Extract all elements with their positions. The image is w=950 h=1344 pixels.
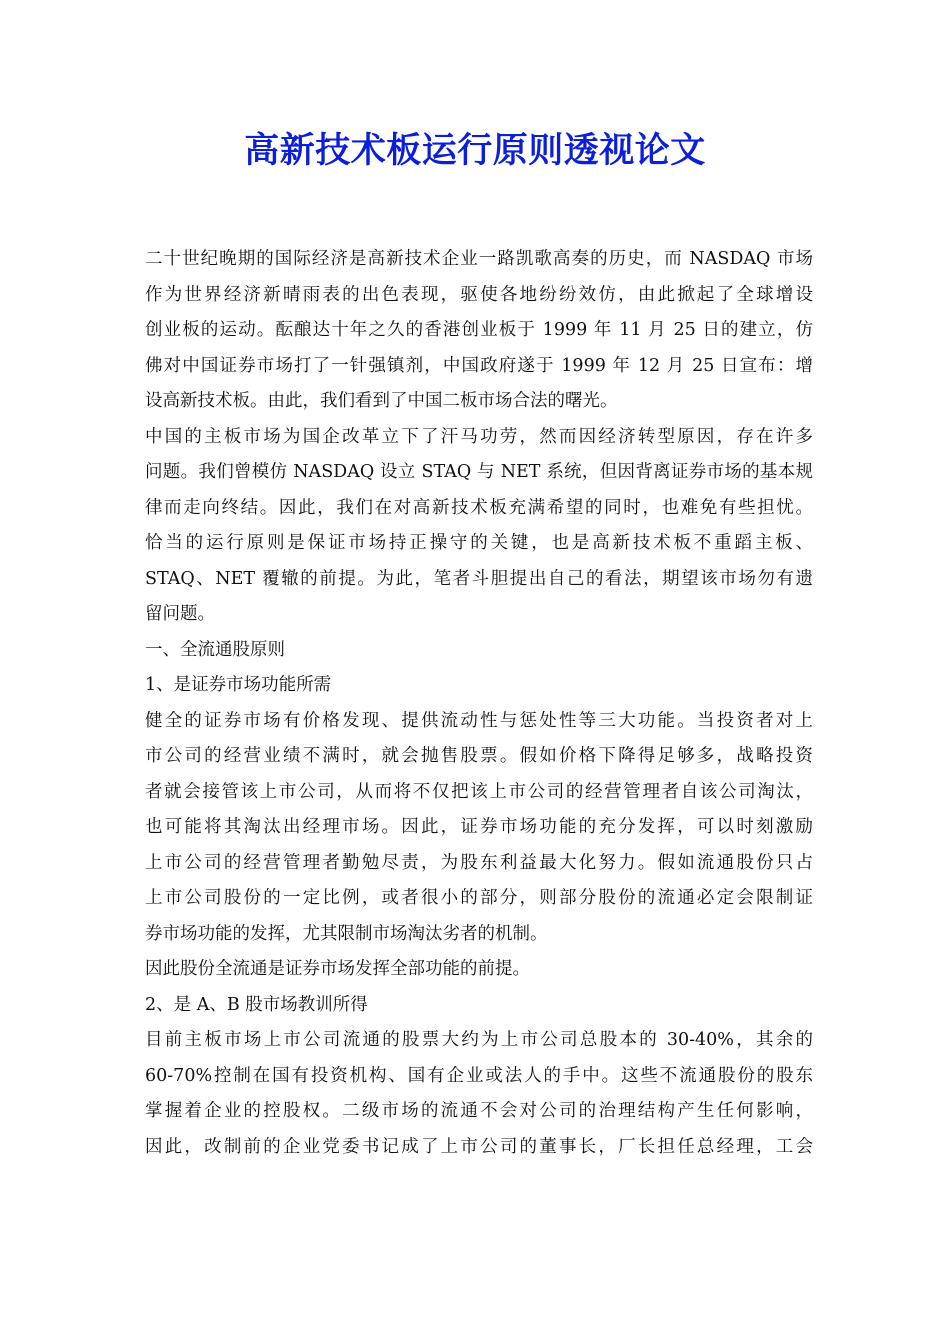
subsection-heading: 1、是证券市场功能所需 bbox=[145, 675, 332, 695]
paragraph-line: 上市公司的经营管理者勤勉尽责，为股东利益最大化努力。假如流通股份只占 bbox=[145, 852, 813, 873]
paragraph-line: 也可能将其淘汰出经理市场。因此，证券市场功能的充分发挥，可以时刻激励 bbox=[145, 817, 813, 837]
paragraph-line: 留问题。 bbox=[145, 604, 215, 624]
paragraph-line: 恰当的运行原则是保证市场持正操守的关键，也是高新技术板不重蹈主板、 bbox=[145, 533, 813, 553]
section-heading: 一、全流通股原则 bbox=[145, 639, 285, 660]
document-body bbox=[145, 242, 813, 1165]
paragraph-line: 目前主板市场上市公司流通的股票大约为上市公司总股本的 30-40%，其余的 bbox=[145, 1030, 813, 1050]
paragraph-line: 市公司的经营业绩不满时，就会抛售股票。假如价格下降得足够多，战略投资 bbox=[145, 746, 813, 766]
paragraph-line: 中国的主板市场为国企改革立下了汗马功劳，然而因经济转型原因，存在许多 bbox=[145, 426, 813, 447]
document-title: 高新技术板运行原则透视论文 bbox=[244, 131, 706, 171]
paragraph-line: 健全的证券市场有价格发现、提供流动性与惩处性等三大功能。当投资者对上 bbox=[145, 710, 813, 731]
paragraph-line: 设高新技术板。由此，我们看到了中国二板市场合法的曙光。 bbox=[145, 391, 618, 411]
paragraph-line: 创业板的运动。酝酿达十年之久的香港创业板于 1999 年 11 月 25 日的建立，仿 bbox=[145, 320, 813, 340]
paragraph-line: 因此，改制前的企业党委书记成了上市公司的董事长，厂长担任总经理，工会 bbox=[145, 1136, 813, 1157]
paragraph-line: 佛对中国证券市场打了一针强镇剂，中国政府遂于 1999 年 12 月 25 日宣布：增 bbox=[145, 355, 813, 376]
subsection-heading: 2、是 A、B 股市场教训所得 bbox=[145, 994, 368, 1015]
paragraph-line: STAQ、NET 覆辙的前提。为此，笔者斗胆提出自己的看法，期望该市场勿有遗 bbox=[145, 568, 813, 589]
paragraph-line: 因此股份全流通是证券市场发挥全部功能的前提。 bbox=[145, 959, 530, 979]
paragraph-line: 二十世纪晚期的国际经济是高新技术企业一路凯歌高奏的历史，而 NASDAQ 市场 bbox=[145, 249, 813, 269]
paragraph-line: 券市场功能的发挥，尤其限制市场淘汰劣者的机制。 bbox=[145, 923, 548, 944]
paragraph-line: 上市公司股份的一定比例，或者很小的部分，则部分股份的流通必定会限制证 bbox=[145, 888, 813, 908]
paragraph-line: 60-70%控制在国有投资机构、国有企业或法人的手中。这些不流通股份的股东 bbox=[145, 1065, 813, 1086]
paragraph-line: 作为世界经济新晴雨表的出色表现，驱使各地纷纷效仿，由此掀起了全球增设 bbox=[145, 284, 813, 305]
paragraph-line: 律而走向终结。因此，我们在对高新技术板充满希望的同时，也难免有些担忧。 bbox=[145, 497, 813, 518]
paragraph-line: 问题。我们曾模仿 NASDAQ 设立 STAQ 与 NET 系统，但因背离证券市场的基本规 bbox=[145, 462, 813, 482]
paragraph-line: 掌握着企业的控股权。二级市场的流通不会对公司的治理结构产生任何影响， bbox=[145, 1101, 813, 1121]
paragraph-line: 者就会接管该上市公司，从而将不仅把该上市公司的经营管理者自该公司淘汰， bbox=[145, 781, 813, 802]
